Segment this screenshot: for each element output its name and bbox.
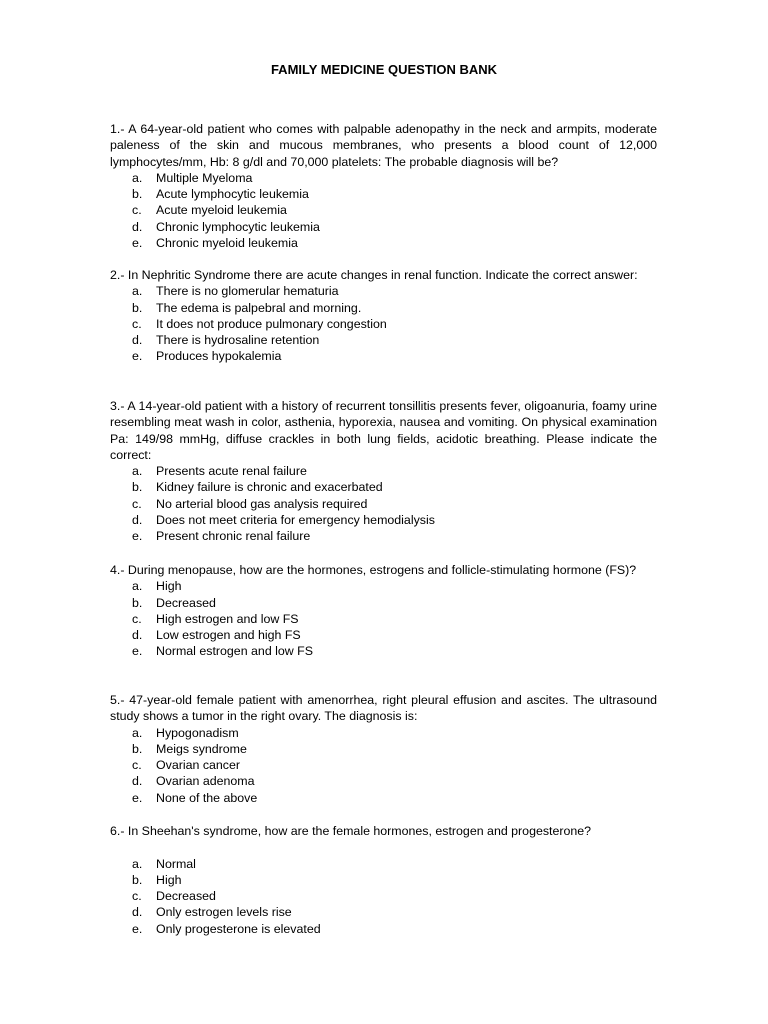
answer-options — [110, 725, 657, 806]
answer-option — [110, 219, 657, 235]
answer-option — [110, 202, 657, 218]
option-letter: e. — [132, 790, 143, 805]
spacer — [110, 839, 657, 855]
option-letter: d. — [132, 219, 143, 234]
answer-option — [110, 170, 657, 186]
option-letter: e. — [132, 644, 143, 659]
option-letter: a. — [132, 464, 143, 479]
answer-option — [110, 578, 657, 594]
option-letter: b. — [132, 187, 143, 202]
option-letter: a. — [132, 170, 143, 185]
question-text: 5.- 47-year-old female patient with amenorrhea, right pleural effusion and ascites. The ultrasound study shows a tumor in the right ovary. The diagnosis is: — [110, 693, 657, 724]
answer-option — [110, 790, 657, 806]
answer-options — [110, 170, 657, 251]
answer-options — [110, 463, 657, 544]
option-text: There is no glomerular hematuria — [156, 284, 339, 299]
option-text: Decreased — [156, 595, 216, 610]
answer-option — [110, 773, 657, 789]
option-letter: c. — [132, 496, 142, 511]
answer-option — [110, 595, 657, 611]
option-letter: b. — [132, 872, 143, 887]
question-1 — [110, 121, 657, 251]
option-letter: e. — [132, 921, 143, 936]
question-2 — [110, 267, 657, 365]
page-title: FAMILY MEDICINE QUESTION BANK — [270, 62, 498, 77]
option-text: Ovarian adenoma — [156, 774, 255, 789]
answer-option — [110, 741, 657, 757]
option-letter: b. — [132, 480, 143, 495]
option-text: Only progesterone is elevated — [156, 921, 321, 936]
option-text: Decreased — [156, 889, 216, 904]
answer-option — [110, 757, 657, 773]
option-text: High estrogen and low FS — [156, 611, 299, 626]
option-text: The edema is palpebral and morning. — [156, 300, 362, 315]
answer-option — [110, 463, 657, 479]
option-text: Acute lymphocytic leukemia — [156, 187, 309, 202]
option-letter: c. — [132, 889, 142, 904]
option-text: Chronic myeloid leukemia — [156, 236, 298, 251]
option-text: Does not meet criteria for emergency hemodialysis — [156, 513, 435, 528]
question-4 — [110, 562, 657, 660]
option-letter: b. — [132, 300, 143, 315]
option-text: Presents acute renal failure — [156, 464, 307, 479]
option-text: High — [156, 872, 182, 887]
option-text: There is hydrosaline retention — [156, 333, 320, 348]
option-text: Hypogonadism — [156, 725, 239, 740]
answer-option — [110, 856, 657, 872]
option-letter: d. — [132, 774, 143, 789]
answer-option — [110, 479, 657, 495]
option-text: Low estrogen and high FS — [156, 628, 301, 643]
answer-option — [110, 611, 657, 627]
answer-option — [110, 300, 657, 316]
answer-option — [110, 643, 657, 659]
answer-option — [110, 235, 657, 251]
answer-option — [110, 921, 657, 937]
answer-options — [110, 283, 657, 364]
option-letter: d. — [132, 513, 143, 528]
answer-option — [110, 316, 657, 332]
option-letter: d. — [132, 628, 143, 643]
option-letter: c. — [132, 316, 142, 331]
answer-options — [110, 856, 657, 937]
option-letter: e. — [132, 529, 143, 544]
question-text: 3.- A 14-year-old patient with a history of recurrent tonsillitis presents fever, oligoanuria, foamy urine resembling meat wash in color, asthenia, hyporexia, nausea and vomiting. On physical examination Pa: 149/98 mmHg, diffuse crackles in both lung fields, acidotic breathing. Please indicate the correct: — [110, 399, 657, 462]
option-letter: d. — [132, 333, 143, 348]
answer-option — [110, 904, 657, 920]
answer-option — [110, 872, 657, 888]
question-text: 1.- A 64-year-old patient who comes with palpable adenopathy in the neck and armpits, moderate paleness of the skin and mucous membranes, who presents a blood count of 12,000 lymphocytes/mm, Hb: 8 g/dl and 70,000 platelets: The probable diagnosis will be? — [110, 122, 657, 169]
option-text: Ovarian cancer — [156, 758, 241, 773]
option-letter: b. — [132, 595, 143, 610]
answer-option — [110, 496, 657, 512]
answer-option — [110, 512, 657, 528]
question-3 — [110, 398, 657, 545]
option-text: It does not produce pulmonary congestion — [156, 316, 387, 331]
option-letter: a. — [132, 284, 143, 299]
option-text: Produces hypokalemia — [156, 349, 282, 364]
option-letter: c. — [132, 203, 142, 218]
question-text: 2.- In Nephritic Syndrome there are acute changes in renal function. Indicate the correct answer: — [110, 268, 638, 282]
option-text: High — [156, 579, 182, 594]
answer-option — [110, 888, 657, 904]
option-letter: d. — [132, 905, 143, 920]
answer-option — [110, 332, 657, 348]
option-text: Meigs syndrome — [156, 741, 247, 756]
option-text: Kidney failure is chronic and exacerbated — [156, 480, 383, 495]
option-letter: c. — [132, 758, 142, 773]
question-text: 4.- During menopause, how are the hormones, estrogens and follicle-stimulating hormone (FS)? — [110, 563, 637, 577]
option-letter: c. — [132, 611, 142, 626]
question-6 — [110, 823, 657, 937]
answer-option — [110, 348, 657, 364]
option-letter: e. — [132, 349, 143, 364]
answer-option — [110, 627, 657, 643]
option-letter: a. — [132, 856, 143, 871]
option-text: None of the above — [156, 790, 258, 805]
option-letter: a. — [132, 725, 143, 740]
option-text: Present chronic renal failure — [156, 529, 311, 544]
answer-option — [110, 186, 657, 202]
answer-option — [110, 283, 657, 299]
option-letter: e. — [132, 236, 143, 251]
option-text: Chronic lymphocytic leukemia — [156, 219, 320, 234]
option-text: No arterial blood gas analysis required — [156, 496, 368, 511]
answer-options — [110, 578, 657, 659]
option-text: Multiple Myeloma — [156, 170, 253, 185]
option-text: Normal — [156, 856, 196, 871]
option-letter: a. — [132, 579, 143, 594]
option-text: Acute myeloid leukemia — [156, 203, 287, 218]
answer-option — [110, 725, 657, 741]
question-text: 6.- In Sheehan's syndrome, how are the female hormones, estrogen and progesterone? — [110, 824, 592, 838]
option-text: Only estrogen levels rise — [156, 905, 292, 920]
option-letter: b. — [132, 741, 143, 756]
option-text: Normal estrogen and low FS — [156, 644, 314, 659]
question-5 — [110, 692, 657, 806]
answer-option — [110, 528, 657, 544]
